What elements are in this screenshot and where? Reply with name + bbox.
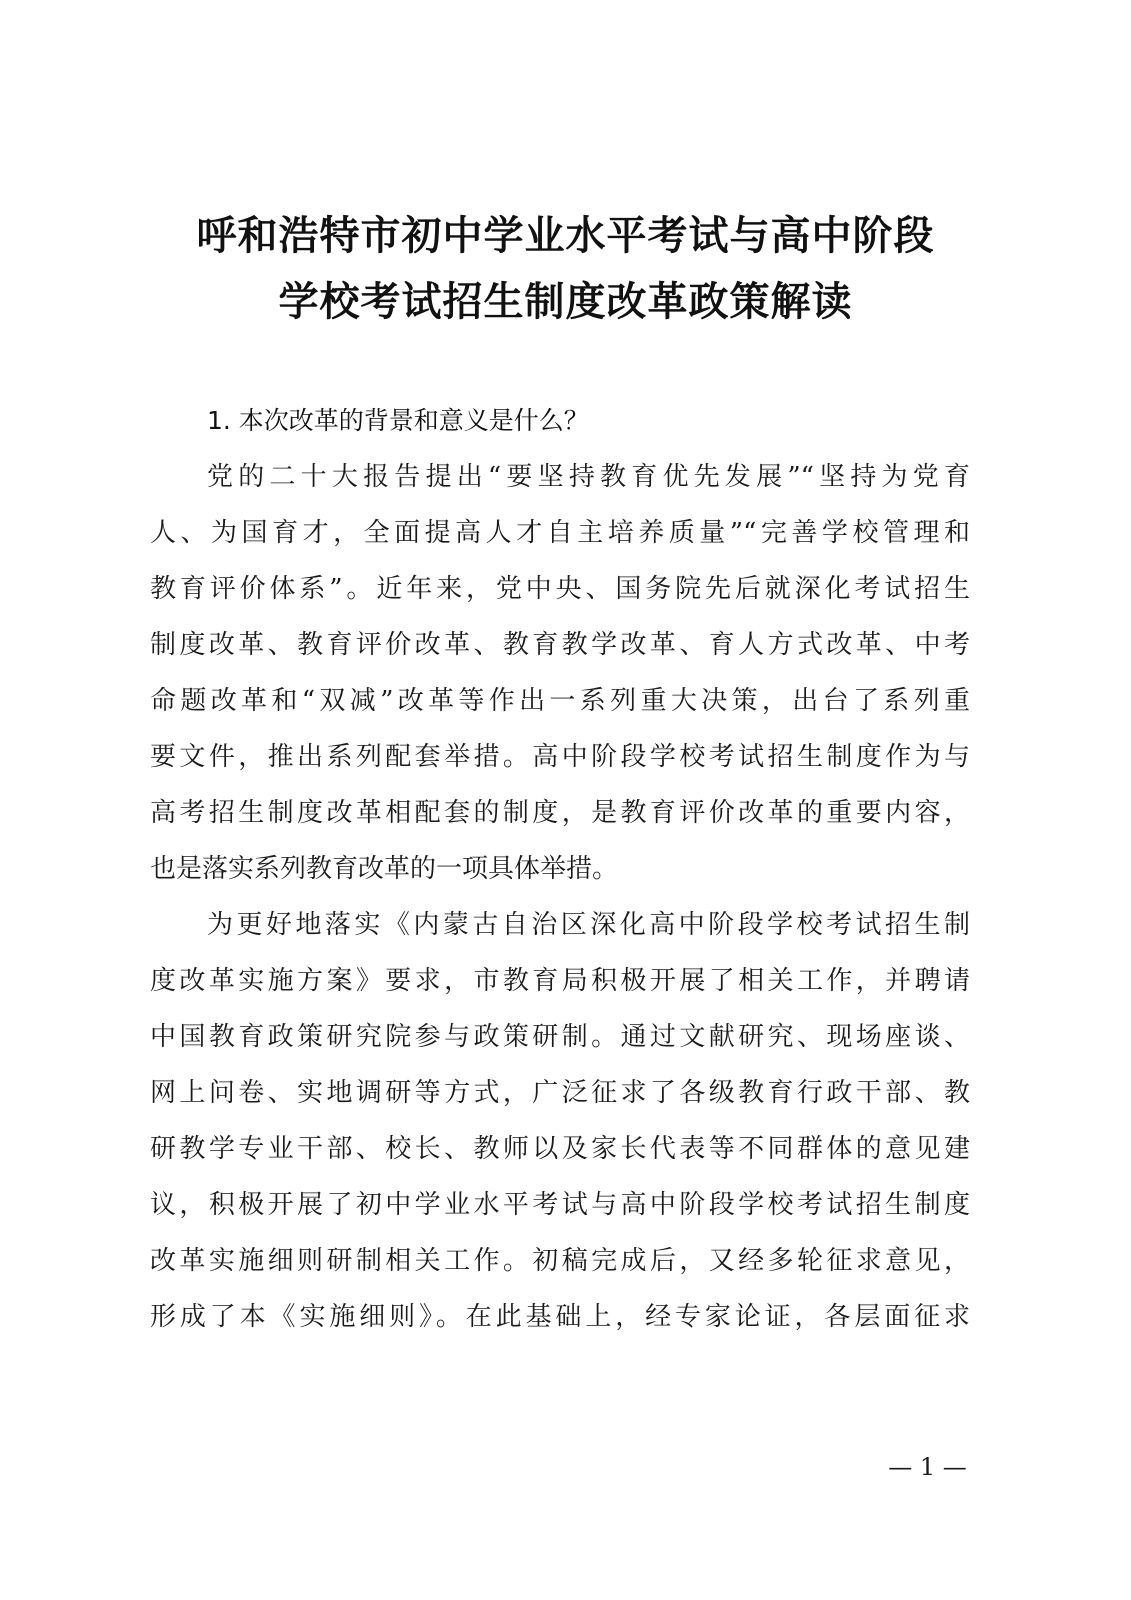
paragraph-2-line: 研教学专业干部、校长、教师以及家长代表等不同群体的意见建 (150, 1134, 970, 1164)
paragraph-1-line: 人、为国育才，全面提高人才自主培养质量”“完善学校管理和 (150, 518, 970, 548)
paragraph-1-line: 要文件，推出系列配套举措。高中阶段学校考试招生制度作为与 (150, 742, 970, 772)
paragraph-1-line: 高考招生制度改革相配套的制度，是教育评价改革的重要内容， (150, 798, 970, 828)
paragraph-1-line: 也是落实系列教育改革的一项具体举措。 (150, 854, 619, 884)
paragraph-2-line: 议，积极开展了初中学业水平考试与高中阶段学校考试招生制度 (150, 1190, 970, 1220)
paragraph-2-line: 为更好地落实《内蒙古自治区深化高中阶段学校考试招生制 (207, 910, 970, 940)
paragraph-2-line: 中国教育政策研究院参与政策研制。通过文献研究、现场座谈、 (150, 1022, 970, 1052)
paragraph-2-line: 形成了本《实施细则》。在此基础上，经专家论证，各层面征求 (150, 1302, 970, 1332)
section-heading: 1. 本次改革的背景和意义是什么？ (207, 406, 589, 435)
paragraph-2-line: 网上问卷、实地调研等方式，广泛征求了各级教育行政干部、教 (150, 1078, 970, 1108)
paragraph-2-line: 度改革实施方案》要求，市教育局积极开展了相关工作，并聘请 (150, 966, 970, 996)
paragraph-1-line: 教育评价体系”。近年来，党中央、国务院先后就深化考试招生 (150, 574, 970, 604)
document-title-line-1: 呼和浩特市初中学业水平考试与高中阶段 (196, 212, 935, 259)
paragraph-2-line: 改革实施细则研制相关工作。初稿完成后，又经多轮征求意见， (150, 1246, 970, 1276)
document-title-line-2: 学校考试招生制度改革政策解读 (278, 278, 853, 325)
paragraph-1-line: 党的二十大报告提出“要坚持教育优先发展”“坚持为党育 (207, 462, 970, 492)
page-number: — 1 — (888, 1453, 967, 1481)
paragraph-1-line: 命题改革和“双减”改革等作出一系列重大决策，出台了系列重 (150, 686, 970, 716)
paragraph-1-line: 制度改革、教育评价改革、教育教学改革、育人方式改革、中考 (150, 630, 970, 660)
